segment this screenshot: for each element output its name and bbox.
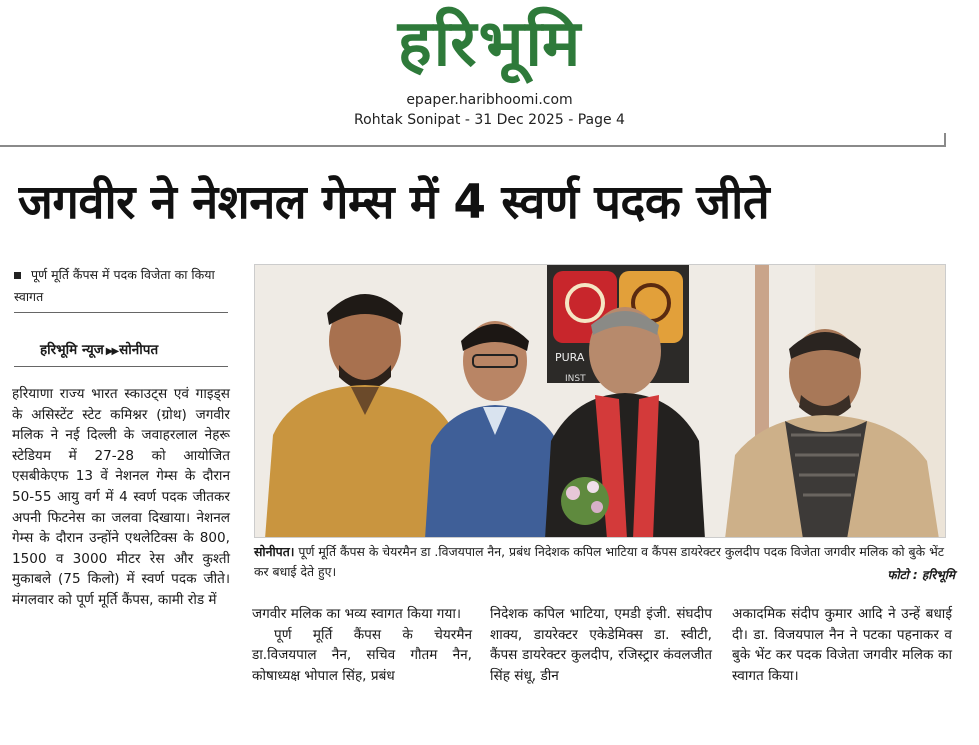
subheadline-text: पूर्ण मूर्ति कैंपस में पदक विजेता का किया स्वागत bbox=[14, 267, 215, 304]
site-url[interactable]: epaper.haribhoomi.com bbox=[406, 92, 573, 108]
article-photo[interactable] bbox=[254, 264, 946, 538]
divider bbox=[14, 312, 228, 313]
article-paragraph: अकादमिक संदीप कुमार आदि ने उन्हें बधाई दी। डा. विजयपाल नैन ने पटका पहनाकर व बुके भेंट कर पदक विजेता जगवीर मलिक का स्वागत किया। bbox=[732, 606, 952, 684]
newspaper-logo[interactable]: हरिभूमि bbox=[397, 7, 583, 81]
article-paragraph: पूर्ण मूर्ति कैंपस के चेयरमैन डा.विजयपाल नैन, सचिव गौतम नैन, कोषाध्यक्ष भोपाल सिंह, प्रबंध bbox=[252, 626, 472, 684]
bullet-square-icon bbox=[14, 272, 21, 279]
byline bbox=[40, 340, 158, 358]
sign-text: INST bbox=[565, 374, 586, 384]
double-arrow-icon: ▶▶ bbox=[105, 346, 118, 357]
article-paragraph: निदेशक कपिल भाटिया, एमडी इंजी. संघदीप शाक्य, डायरेक्टर एकेडेमिक्स डा. स्वीटी, कैंपस डायरेक्टर कुलदीप, रजिस्ट्रार कंवलजीत सिंह संधू, डीन bbox=[490, 606, 712, 684]
byline-place: सोनीपत bbox=[119, 342, 159, 358]
divider bbox=[14, 366, 228, 367]
byline-agency: हरिभूमि न्यूज bbox=[40, 342, 104, 358]
article-subheadline bbox=[14, 264, 229, 308]
photo-credit: फोटो : हरिभूमि bbox=[887, 568, 955, 582]
caption-text: पूर्ण मूर्ति कैंपस के चेयरमैन डा .विजयपाल नैन, प्रबंध निदेशक कपिल भाटिया व कैंपस डायरेक्टर कुलदीप पदक विजेता जगवीर मलिक को बुके भेंट कर बधाई देते हुए। bbox=[254, 544, 945, 579]
article-column-1 bbox=[12, 384, 230, 611]
article-paragraph: हरियाणा राज्य भारत स्काउट्स एवं गाइड्स के असिस्टेंट स्टेट कमिश्नर (ग्रोथ) जगवीर मलिक ने नई दिल्ली के जवाहरलाल नेहरू स्टेडियम में 27-28 को आयोजित एसबीकेएफ 13 वें नेशनल गेम्स के दौरान 50-55 आयु वर्ग में 4 स्वर्ण पदक जीतकर अपनी फिटनेस का जलवा दिखाया। नेशनल गेम्स के दौरान उन्होंने एथलेटिक्स के 800, 1500 व 3000 मीटर रेस और कुश्ती मुकाबले (75 किलो) में स्वर्ण पदक जीते। मंगलवार को पूर्ण मूर्ति कैंपस, कामी रोड में bbox=[12, 386, 230, 608]
article-column-2 bbox=[252, 604, 472, 686]
masthead bbox=[0, 0, 979, 150]
caption-place: सोनीपत। bbox=[254, 544, 295, 559]
article-column-3 bbox=[490, 604, 712, 686]
masthead-divider bbox=[0, 145, 946, 147]
masthead-divider-tick bbox=[944, 133, 946, 147]
article-paragraph: जगवीर मलिक का भव्य स्वागत किया गया। bbox=[252, 606, 462, 622]
article-column-4 bbox=[732, 604, 952, 686]
edition-info: Rohtak Sonipat - 31 Dec 2025 - Page 4 bbox=[354, 112, 625, 128]
photo-caption bbox=[254, 542, 952, 582]
photo-illustration bbox=[255, 265, 946, 538]
article-headline: जगवीर ने नेशनल गेम्स में 4 स्वर्ण पदक जीते bbox=[18, 175, 770, 230]
sign-text: PURA bbox=[555, 351, 585, 364]
